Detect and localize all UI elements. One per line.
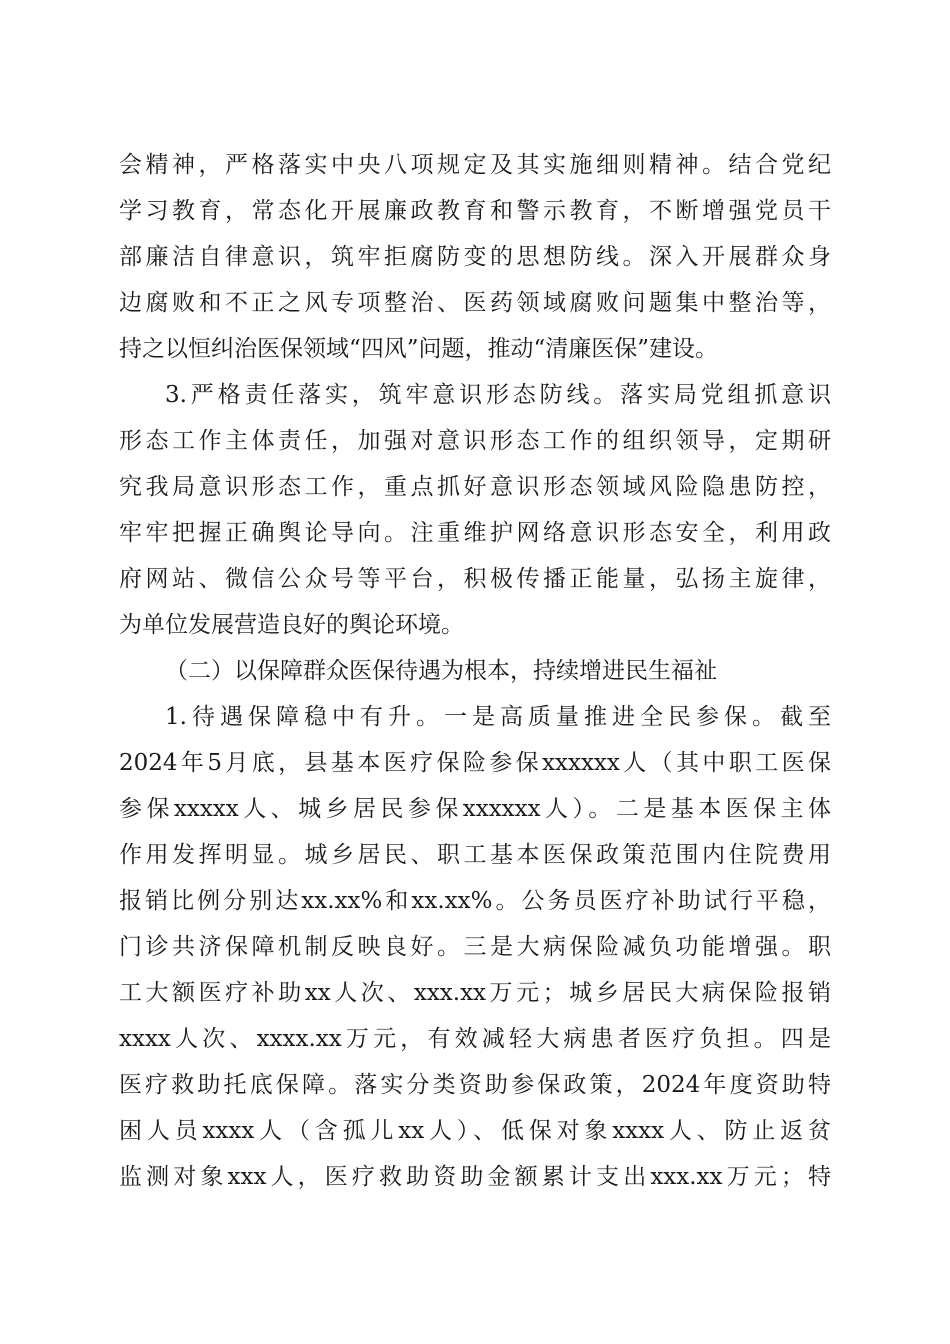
paragraph-benefit-guarantee: [119, 694, 831, 1200]
text-line: 为单位发展营造良好的舆论环境。: [119, 612, 464, 638]
text-line: 府网站、微信公众号等平台，积极传播正能量，弘扬主旋律，: [119, 566, 831, 592]
text-line: 工大额医疗补助xx人次、xxx.xx万元；城乡居民大病保险报销: [119, 980, 831, 1006]
text-line: 门诊共济保障机制反映良好。三是大病保险减负功能增强。职: [119, 934, 831, 960]
text-line: 学习教育，常态化开展廉政教育和警示教育，不断增强党员干: [119, 198, 831, 224]
paragraph-clean-governance: [119, 142, 831, 372]
text-line: 作用发挥明显。城乡居民、职工基本医保政策范围内住院费用: [119, 842, 831, 868]
section-heading: （二）以保障群众医保待遇为根本，持续增进民生福祉: [165, 658, 717, 684]
text-line: 监测对象xxx人，医疗救助资助金额累计支出xxx.xx万元；特: [119, 1164, 831, 1190]
document-body: [119, 142, 831, 1200]
text-line: 会精神，严格落实中央八项规定及其实施细则精神。结合党纪: [119, 152, 831, 178]
text-line: 3.严格责任落实，筑牢意识形态防线。落实局党组抓意识: [165, 382, 831, 408]
text-line: 部廉洁自律意识，筑牢拒腐防变的思想防线。深入开展群众身: [119, 244, 831, 270]
text-line: 2024年5月底，县基本医疗保险参保xxxxxx人（其中职工医保: [119, 750, 831, 776]
text-line: 形态工作主体责任，加强对意识形态工作的组织领导，定期研: [119, 428, 831, 454]
text-line: 困人员xxxx人（含孤儿xx人）、低保对象xxxx人、防止返贫: [119, 1118, 831, 1144]
text-line: 医疗救助托底保障。落实分类资助参保政策，2024年度资助特: [119, 1072, 831, 1098]
text-line: 报销比例分别达xx.xx%和xx.xx%。公务员医疗补助试行平稳，: [119, 888, 831, 914]
text-line: 持之以恒纠治医保领域“四风”问题，推动“清廉医保”建设。: [119, 336, 719, 362]
text-line: 参保xxxxx人、城乡居民参保xxxxxx人）。二是基本医保主体: [119, 796, 831, 822]
text-line: 牢牢把握正确舆论导向。注重维护网络意识形态安全，利用政: [119, 520, 831, 546]
text-line: 边腐败和不正之风专项整治、医药领域腐败问题集中整治等，: [119, 290, 831, 316]
text-line: 1.待遇保障稳中有升。一是高质量推进全民参保。截至: [165, 704, 831, 730]
text-line: 究我局意识形态工作，重点抓好意识形态领域风险隐患防控，: [119, 474, 831, 500]
text-line: xxxx人次、xxxx.xx万元，有效减轻大病患者医疗负担。四是: [119, 1026, 831, 1052]
paragraph-ideology-responsibility: [119, 372, 831, 648]
